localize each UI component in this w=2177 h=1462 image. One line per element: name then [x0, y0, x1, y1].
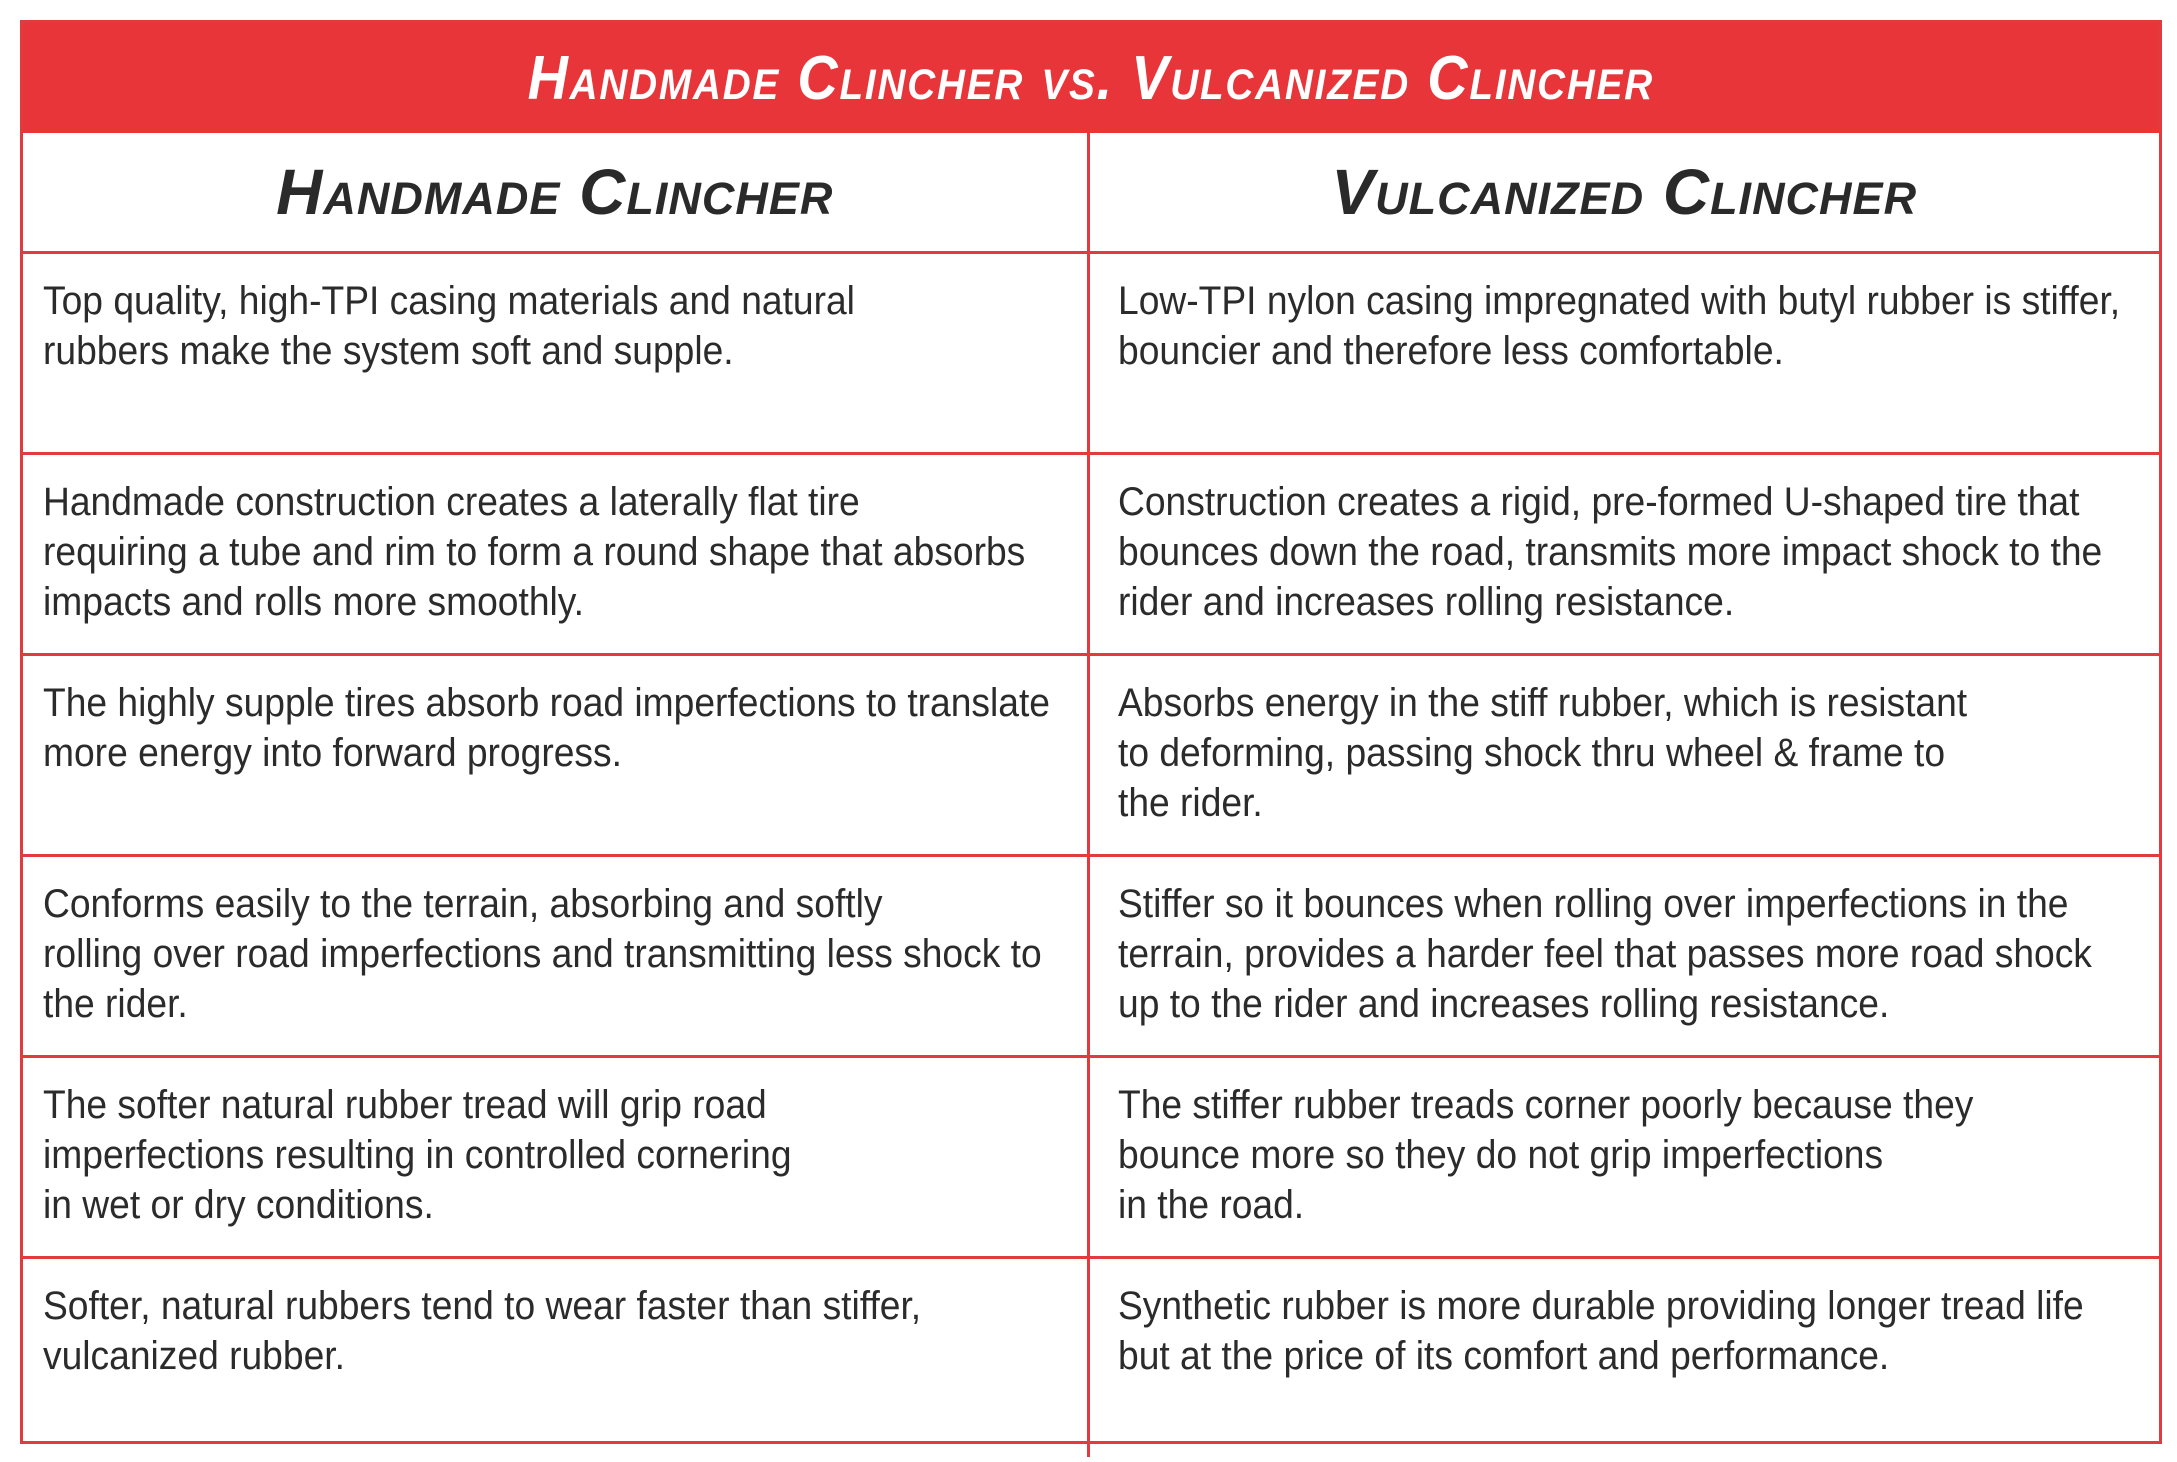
handmade-text: Conforms easily to the terrain, absorbing and softly rolling over road imperfections and transmitting less shock to the rider. — [43, 882, 1042, 1026]
column-header-handmade: Handmade Clincher — [23, 133, 1088, 253]
handmade-text: The softer natural rubber tread will grip road imperfections resulting in controlled cornering in wet or dry conditions. — [43, 1083, 792, 1227]
comparison-frame — [20, 20, 2162, 1444]
handmade-text: Top quality, high-TPI casing materials and natural rubbers make the system soft and supple. — [43, 279, 855, 373]
handmade-cell — [23, 253, 1088, 454]
header-row — [23, 133, 2159, 253]
table-row — [23, 1057, 2159, 1258]
vulcanized-cell — [1088, 454, 2159, 655]
table-row — [23, 655, 2159, 856]
vulcanized-text: Absorbs energy in the stiff rubber, which is resistant to deforming, passing shock thru wheel & frame to the rider. — [1117, 681, 1967, 825]
handmade-cell — [23, 1057, 1088, 1258]
handmade-cell — [23, 1258, 1088, 1458]
table-row — [23, 253, 2159, 454]
vulcanized-cell — [1088, 1057, 2159, 1258]
handmade-cell — [23, 454, 1088, 655]
handmade-cell — [23, 655, 1088, 856]
vulcanized-text: Stiffer so it bounces when rolling over imperfections in the terrain, provides a harder feel that passes more road shock up to the rider and increases rolling resistance. — [1117, 882, 2092, 1026]
table-row — [23, 856, 2159, 1057]
vulcanized-text: Synthetic rubber is more durable providing longer tread life but at the price of its comfort and performance. — [1117, 1284, 2084, 1378]
vulcanized-text: The stiffer rubber treads corner poorly because they bounce more so they do not grip imperfections in the road. — [1117, 1083, 1973, 1227]
vulcanized-text: Low-TPI nylon casing impregnated with butyl rubber is stiffer, bouncier and therefore less comfortable. — [1117, 279, 2120, 373]
comparison-table — [23, 133, 2159, 1457]
handmade-cell — [23, 856, 1088, 1057]
column-header-vulcanized: Vulcanized Clincher — [1088, 133, 2159, 253]
vulcanized-text: Construction creates a rigid, pre-formed U-shaped tire that bounces down the road, transmits more impact shock to the rider and increases rolling resistance. — [1117, 480, 2102, 624]
title-banner — [23, 23, 2159, 133]
handmade-text: The highly supple tires absorb road imperfections to translate more energy into forward progress. — [43, 681, 1051, 775]
vulcanized-cell — [1088, 856, 2159, 1057]
handmade-text: Handmade construction creates a laterally flat tire requiring a tube and rim to form a round shape that absorbs impacts and rolls more smoothly. — [43, 480, 1026, 624]
vulcanized-cell — [1088, 253, 2159, 454]
vulcanized-cell — [1088, 1258, 2159, 1458]
page-title: Handmade Clincher vs. Vulcanized Clincher — [527, 43, 1655, 113]
vulcanized-cell — [1088, 655, 2159, 856]
table-row — [23, 454, 2159, 655]
table-row — [23, 1258, 2159, 1458]
handmade-text: Softer, natural rubbers tend to wear faster than stiffer, vulcanized rubber. — [43, 1284, 922, 1378]
